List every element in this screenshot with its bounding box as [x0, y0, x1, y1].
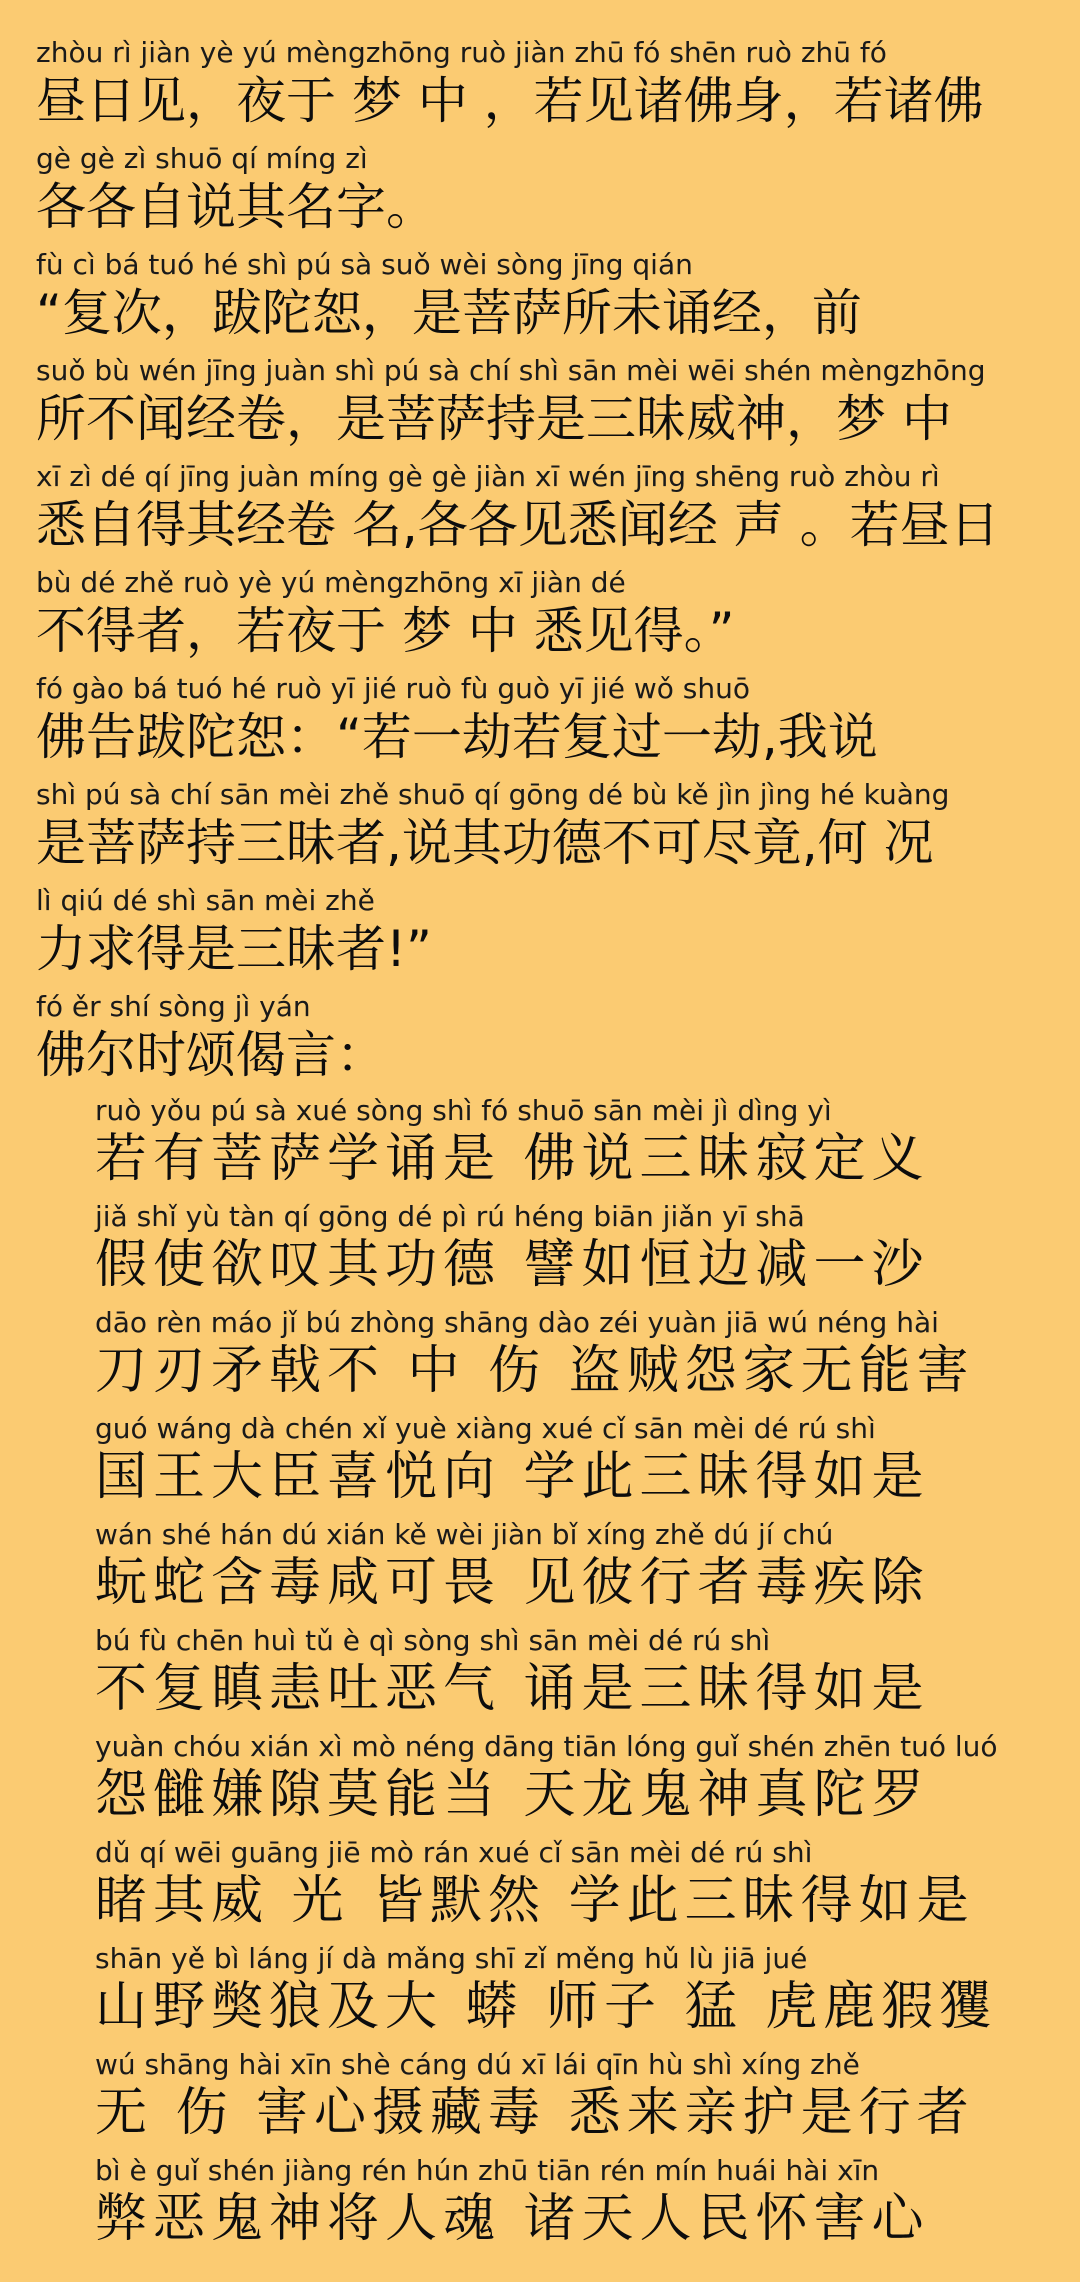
- pinyin-text: bì è guǐ shén jiàng rén hún zhū tiān rén mín huái hài xīn: [95, 2154, 880, 2187]
- hanzi-text: 弊恶鬼神将人魂 诸天人民怀害心: [95, 2189, 930, 2249]
- hanzi-text: “复次，跋陀恕，是菩萨所未诵经，前: [36, 284, 862, 342]
- pinyin-text: fù cì bá tuó hé shì pú sà suǒ wèi sòng jīng qián: [36, 248, 693, 281]
- pinyin-text: shān yě bì láng jí dà mǎng shī zǐ měng hǔ lù jiā jué: [95, 1942, 808, 1975]
- hanzi-text: 刀刃矛戟不 中 伤 盗贼怨家无能害: [95, 1341, 975, 1401]
- pinyin-text: suǒ bù wén jīng juàn shì pú sà chí shì sān mèi wēi shén mèngzhōng: [36, 354, 986, 387]
- hanzi-text: 力求得是三昧者!”: [36, 920, 432, 978]
- hanzi-text: 不复瞋恚吐恶气 诵是三昧得如是: [95, 1659, 930, 1719]
- pinyin-text: jiǎ shǐ yù tàn qí gōng dé pì rú héng biān jiǎn yī shā: [95, 1200, 805, 1233]
- pinyin-text: ruò yǒu pú sà xué sòng shì fó shuō sān mèi jì dìng yì: [95, 1094, 832, 1127]
- pinyin-text: fó gào bá tuó hé ruò yī jié ruò fù guò yī jié wǒ shuō: [36, 672, 750, 705]
- hanzi-text: 各各自说其名字。: [36, 178, 436, 236]
- pinyin-text: lì qiú dé shì sān mèi zhě: [36, 884, 375, 917]
- hanzi-text: 佛尔时颂偈言：: [36, 1026, 386, 1084]
- hanzi-text: 是菩萨持三昧者,说其功德不可尽竟,何 况: [36, 814, 934, 872]
- hanzi-text: 假使欲叹其功德 譬如恒边减一沙: [95, 1235, 930, 1295]
- pinyin-text: bú fù chēn huì tǔ è qì sòng shì sān mèi dé rú shì: [95, 1624, 771, 1657]
- pinyin-text: gè gè zì shuō qí míng zì: [36, 142, 368, 175]
- pinyin-text: yuàn chóu xián xì mò néng dāng tiān lóng guǐ shén zhēn tuó luó: [95, 1730, 998, 1763]
- hanzi-text: 蚖蛇含毒咸可畏 见彼行者毒疾除: [95, 1553, 930, 1613]
- hanzi-text: 悉自得其经卷 名,各各见悉闻经 声 。若昼日: [36, 496, 1000, 554]
- hanzi-text: 怨雠嫌隙莫能当 天龙鬼神真陀罗: [95, 1765, 930, 1825]
- pinyin-text: guó wáng dà chén xǐ yuè xiàng xué cǐ sān mèi dé rú shì: [95, 1412, 876, 1445]
- pinyin-text: dǔ qí wēi guāng jiē mò rán xué cǐ sān mèi dé rú shì: [95, 1836, 813, 1869]
- pinyin-text: shì pú sà chí sān mèi zhě shuō qí gōng dé bù kě jìn jìng hé kuàng: [36, 778, 950, 811]
- hanzi-text: 山野獘狼及大 蟒 师子 猛 虎鹿猳玃: [95, 1977, 998, 2037]
- hanzi-text: 国王大臣喜悦向 学此三昧得如是: [95, 1447, 930, 1507]
- pinyin-text: wán shé hán dú xián kě wèi jiàn bǐ xíng zhě dú jí chú: [95, 1518, 834, 1551]
- pinyin-text: dāo rèn máo jǐ bú zhòng shāng dào zéi yuàn jiā wú néng hài: [95, 1306, 939, 1339]
- pinyin-text: zhòu rì jiàn yè yú mèngzhōng ruò jiàn zhū fó shēn ruò zhū fó: [36, 36, 887, 69]
- pinyin-text: xī zì dé qí jīng juàn míng gè gè jiàn xī wén jīng shēng ruò zhòu rì: [36, 460, 940, 493]
- pinyin-text: bù dé zhě ruò yè yú mèngzhōng xī jiàn dé: [36, 566, 626, 599]
- pinyin-text: wú shāng hài xīn shè cáng dú xī lái qīn hù shì xíng zhě: [95, 2048, 860, 2081]
- hanzi-text: 佛告跋陀恕：“若一劫若复过一劫,我说: [36, 708, 878, 766]
- pinyin-text: fó ěr shí sòng jì yán: [36, 990, 311, 1023]
- hanzi-text: 无 伤 害心摄藏毒 悉来亲护是行者: [95, 2083, 975, 2143]
- hanzi-text: 睹其威 光 皆默然 学此三昧得如是: [95, 1871, 975, 1931]
- hanzi-text: 若有菩萨学诵是 佛说三昧寂定义: [95, 1129, 930, 1189]
- hanzi-text: 昼日见，夜于 梦 中 ，若见诸佛身，若诸佛: [36, 72, 984, 130]
- hanzi-text: 不得者，若夜于 梦 中 悉见得。”: [36, 602, 735, 660]
- hanzi-text: 所不闻经卷，是菩萨持是三昧威神，梦 中: [36, 390, 952, 448]
